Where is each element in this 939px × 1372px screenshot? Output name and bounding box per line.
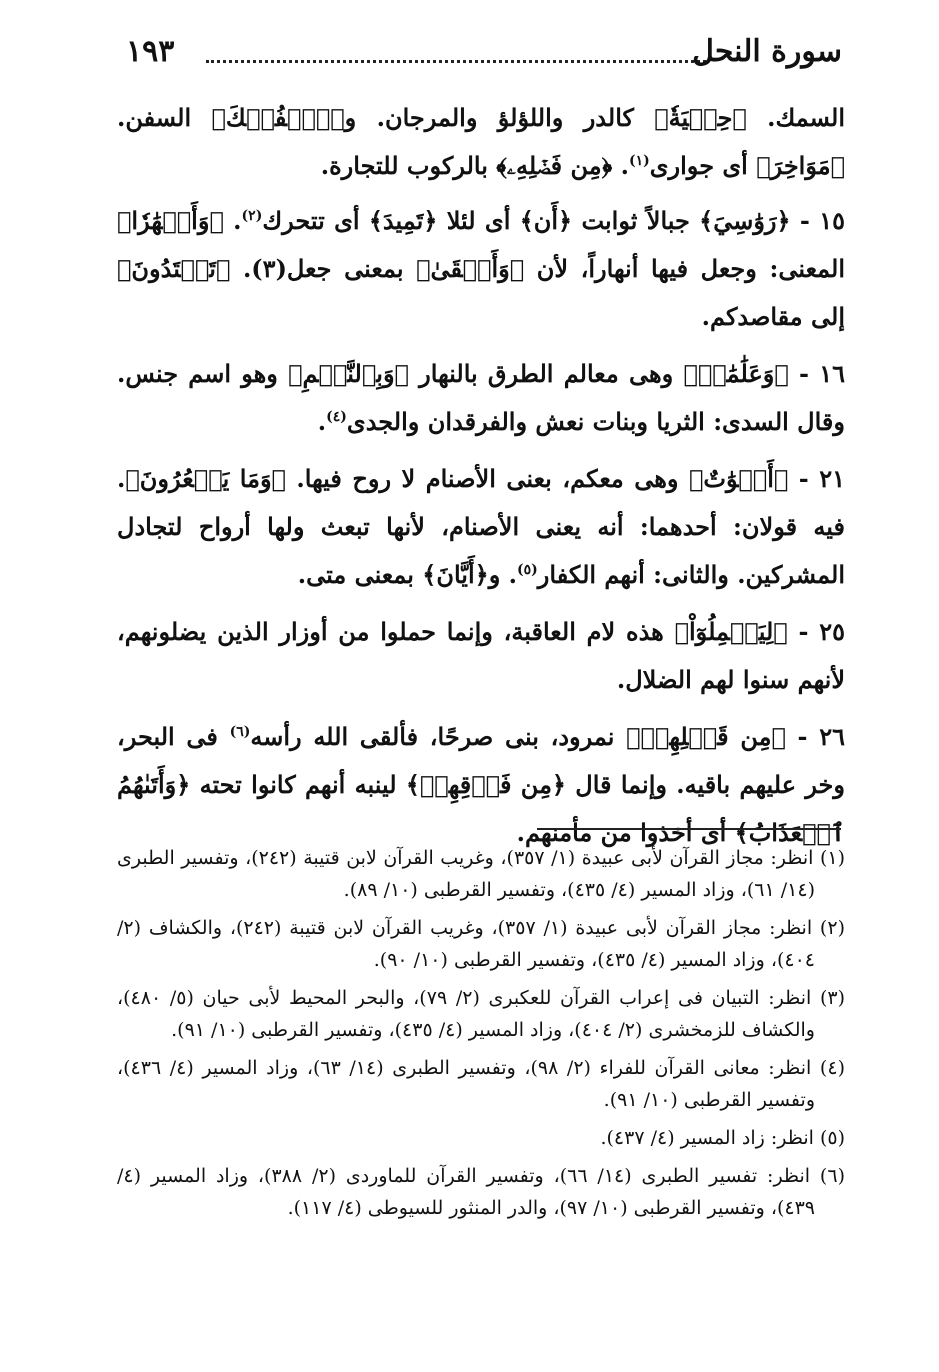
paragraph [117, 350, 845, 446]
footnote: (١) انظر: مجاز القرآن لأبى عبيدة (١/ ٣٥٧)، وغريب القرآن لابن قتيبة (٢٤٢)، وتفسير الطبرى (١٤/ ٦١)، وزاد المسير (٤/ ٤٣٥)، وتفسير القرطبى (١٠/ ٨٩). [117, 847, 846, 901]
paragraph-tail: . ﴿مِن فَضۡلِهِۦ﴾ بالركوب للتجارة. [320, 151, 629, 180]
page-header [120, 28, 842, 74]
footnote-ref: (٢) [241, 208, 263, 224]
footnotes [117, 842, 845, 1230]
paragraph-text: ٢٥ - ﴿لِيَحۡمِلُوٓاْ﴾ هذه لام العاقبة، وإنما حملوا من أوزار الذين يضلونهم، لأنهم سنوا لهم الضلال. [117, 617, 845, 694]
footnote-ref: (٤) [326, 409, 347, 425]
running-title: سورة النحل [692, 34, 842, 69]
header-dotted-leader [206, 60, 706, 63]
paragraph [117, 455, 845, 599]
paragraph [117, 608, 845, 704]
paragraph-text: ١٦ - ﴿وَعَلَٰمَٰتٖ﴾ وهى معالم الطرق بالنهار ﴿وَبِٱلنَّجۡمِ﴾ وهو اسم جنس. وقال السدى: الثريا وبنات نعش والفرقدان والجدى [117, 359, 845, 436]
footnote: (٢) انظر: مجاز القرآن لأبى عبيدة (١/ ٣٥٧)، وغريب القرآن لابن قتيبة (٢٤٢)، والكشاف (٢/ ٤٠٤)، وزاد المسير (٤/ ٤٣٥)، وتفسير القرطبى (١٠/ ٩٠). [117, 917, 845, 971]
paragraph-tail: . [317, 407, 327, 436]
main-text [117, 94, 845, 866]
footnote: (٦) انظر: تفسير الطبرى (١٤/ ٦٦)، وتفسير القرآن للماوردى (٢/ ٣٨٨)، وزاد المسير (٤/ ٤٣٩)، وتفسير القرطبى (١٠/ ٩٧)، والدر المنثور للسيوطى (٤/ ١١٧). [117, 1165, 845, 1219]
paragraph-text: ١٥ - ﴿رَوَٰسِيَ﴾ جبالاً ثوابت ﴿أَن﴾ أى لئلا ﴿تَمِيدَ﴾ أى تتحرك [262, 206, 845, 235]
paragraph-text: ٢١ - ﴿أَمۡوَٰتٌ﴾ وهى معكم، بعنى الأصنام لا روح فيها. ﴿وَمَا يَشۡعُرُونَ﴾. فيه قولان: أحدهما: أنه يعنى الأصنام، لأنها تبعث ولها أرواح لتجادل المشركين. والثانى: أنهم الكفار [117, 464, 845, 589]
paragraph-text: ٢٦ - ﴿مِن قَبۡلِهِمۡ﴾ نمرود، بنى صرحًا، فألقى الله رأسه [250, 722, 845, 751]
page-number: ١٩٣ [126, 34, 175, 69]
footnote: (٥) انظر: زاد المسير (٤/ ٤٣٧). [600, 1127, 845, 1149]
paragraph-text: السمك. ﴿حِلۡيَةٗ﴾ كالدر واللؤلؤ والمرجان. و﴿ٱلۡفُلۡكَ﴾ السفن. ﴿مَوَاخِرَ﴾ أى جوارى [117, 103, 845, 180]
paragraph [117, 94, 845, 190]
footnote: (٤) انظر: معانى القرآن للفراء (٢/ ٩٨)، وتفسير الطبرى (١٤/ ٦٣)، وزاد المسير (٤/ ٤٣٦)، وتفسير القرطبى (١٠/ ٩١). [117, 1057, 845, 1111]
footnote-separator [537, 828, 841, 830]
paragraph [117, 197, 845, 341]
paragraph-tail: . ﴿وَأَنۡهَٰرٗا﴾ المعنى: وجعل فيها أنهاراً، لأن ﴿وَأَلۡقَىٰ﴾ بمعنى جعل(٣). ﴿تَهۡتَدُونَ﴾ إلى مقاصدكم. [117, 206, 845, 331]
footnote-ref: (٦) [229, 724, 251, 740]
paragraph [117, 713, 845, 857]
paragraph-tail: فى البحر، وخر عليهم باقيه. وإنما قال ﴿مِن فَوۡقِهِمۡ﴾ لينبه أنهم كانوا تحته ﴿وَأَتَىٰهُمُ ٱلۡعَذَابُ﴾ أى أخذوا من مأمنهم. [117, 722, 845, 847]
footnote-ref: (٥) [517, 562, 538, 578]
paragraph-tail: . و﴿أَيَّانَ﴾ بمعنى متى. [297, 560, 518, 589]
footnote-ref: (١) [628, 153, 650, 169]
footnote: (٣) انظر: التبيان فى إعراب القرآن للعكبرى (٢/ ٧٩)، والبحر المحيط لأبى حيان (٥/ ٤٨٠)، والكشاف للزمخشرى (٢/ ٤٠٤)، وزاد المسير (٤/ ٤٣٥)، وتفسير القرطبى (١٠/ ٩١). [117, 987, 845, 1041]
